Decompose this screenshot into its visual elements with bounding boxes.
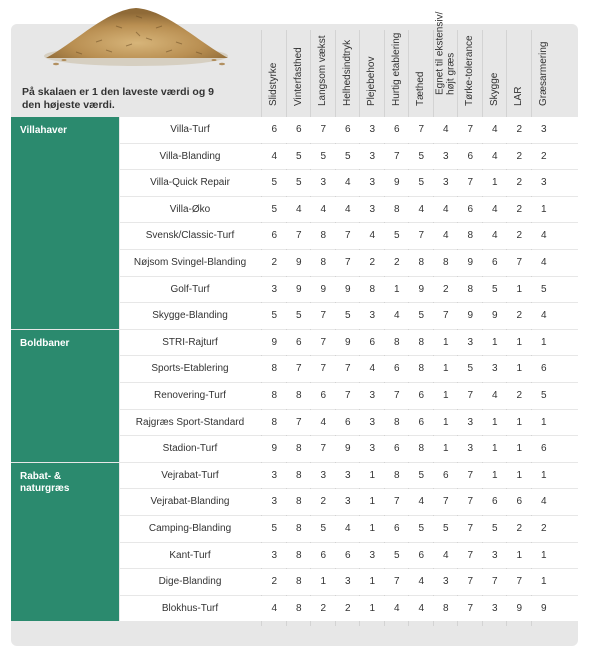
column-header	[360, 30, 384, 116]
value-cell: 2	[516, 230, 523, 242]
value-cell: 1	[516, 336, 523, 348]
value-cell: 7	[344, 390, 351, 401]
value-cell: 8	[295, 443, 302, 455]
value-cell: 5	[295, 177, 302, 189]
table-row	[120, 463, 578, 489]
column-header-label: Egnet til ekstensiv/ højt græs	[434, 11, 456, 95]
value-cell: 4	[369, 230, 376, 242]
value-cell: 4	[320, 416, 327, 428]
value-cell: 2	[369, 257, 376, 268]
value-cell: 1	[540, 469, 547, 481]
value-cell: 4	[491, 124, 498, 135]
row-name: Svensk/Classic-Turf	[145, 230, 235, 242]
value-cell: 7	[467, 576, 474, 588]
value-cell: 6	[295, 124, 302, 135]
grass-seed-pile-icon	[36, 2, 236, 70]
value-cell: 1	[540, 549, 547, 561]
value-cell: 5	[393, 549, 400, 561]
row-name: Rajgræs Sport-Standard	[135, 416, 245, 428]
value-cell: 7	[442, 310, 449, 322]
value-cell: 9	[295, 257, 302, 268]
value-cell: 5	[540, 283, 547, 295]
value-cell: 5	[271, 523, 278, 534]
value-cell: 3	[344, 576, 351, 588]
row-group	[11, 463, 119, 622]
row-group-label: Villahaver	[20, 125, 68, 136]
value-cell: 4	[295, 203, 302, 215]
value-cell: 4	[540, 496, 547, 508]
value-cell: 2	[516, 177, 523, 189]
value-cell: 1	[540, 203, 547, 215]
row-group-label: Rabat- & naturgræs	[20, 470, 70, 494]
value-cell: 3	[491, 363, 498, 375]
value-cell: 3	[369, 150, 376, 162]
column-header	[409, 30, 433, 116]
value-cell: 6	[418, 390, 425, 401]
value-cell: 3	[369, 390, 376, 401]
column-header	[385, 30, 409, 116]
value-cell: 7	[344, 230, 351, 242]
table-row	[120, 569, 578, 595]
column-header	[311, 30, 335, 116]
value-cell: 8	[271, 416, 278, 428]
value-cell: 8	[295, 496, 302, 508]
value-cell: 7	[393, 576, 400, 588]
value-cell: 6	[418, 549, 425, 561]
value-cell: 3	[442, 150, 449, 162]
value-cell: 8	[418, 363, 425, 375]
row-name: Villa-Øko	[169, 203, 211, 215]
value-cell: 5	[295, 150, 302, 162]
value-cell: 3	[320, 469, 327, 481]
value-cell: 1	[369, 576, 376, 588]
value-cell: 4	[491, 390, 498, 401]
value-cell: 7	[516, 257, 523, 268]
table-row	[120, 197, 578, 223]
value-cell: 4	[369, 363, 376, 375]
value-cell: 3	[442, 576, 449, 588]
row-name: Camping-Blanding	[148, 523, 232, 534]
value-cell: 2	[516, 203, 523, 215]
value-cell: 8	[442, 602, 449, 614]
value-cell: 6	[540, 443, 547, 455]
value-cell: 6	[393, 523, 400, 534]
table-row	[120, 410, 578, 436]
row-name: Dige-Blanding	[158, 576, 222, 588]
table-row	[120, 436, 578, 462]
value-cell: 5	[295, 310, 302, 322]
value-cell: 2	[442, 283, 449, 295]
value-cell: 7	[320, 363, 327, 375]
column-header	[287, 30, 311, 116]
column-header	[336, 30, 360, 116]
value-cell: 5	[320, 523, 327, 534]
column-header-label: Tæthed	[414, 71, 426, 106]
table-row	[120, 117, 578, 143]
value-cell: 7	[442, 496, 449, 508]
value-cell: 7	[467, 602, 474, 614]
value-cell: 1	[393, 283, 400, 295]
value-cell: 4	[344, 523, 351, 534]
value-cell: 4	[540, 310, 547, 322]
value-cell: 4	[320, 203, 327, 215]
column-header-label: Skygge	[488, 72, 500, 106]
value-cell: 8	[393, 203, 400, 215]
value-cell: 9	[271, 336, 278, 348]
value-cell: 1	[369, 496, 376, 508]
table-row	[120, 223, 578, 249]
value-cell: 1	[516, 416, 523, 428]
value-cell: 4	[442, 124, 449, 135]
table-row	[120, 330, 578, 356]
row-name: Nøjsom Svingel-Blanding	[133, 257, 247, 268]
value-cell: 7	[295, 363, 302, 375]
value-cell: 3	[369, 177, 376, 189]
value-cell: 7	[491, 576, 498, 588]
value-cell: 4	[442, 230, 449, 242]
value-cell: 1	[540, 576, 547, 588]
value-cell: 8	[295, 602, 302, 614]
value-cell: 6	[467, 150, 474, 162]
value-cell: 7	[467, 124, 474, 135]
value-cell: 1	[516, 469, 523, 481]
value-cell: 1	[540, 416, 547, 428]
value-cell: 5	[393, 230, 400, 242]
value-cell: 4	[418, 203, 425, 215]
value-cell: 1	[540, 336, 547, 348]
value-cell: 4	[344, 203, 351, 215]
row-name: Skygge-Blanding	[152, 310, 228, 322]
value-cell: 9	[516, 602, 523, 614]
value-cell: 6	[320, 549, 327, 561]
value-cell: 6	[393, 443, 400, 455]
value-cell: 8	[295, 390, 302, 401]
table-row	[120, 596, 578, 622]
value-cell: 2	[516, 390, 523, 401]
value-cell: 9	[467, 257, 474, 268]
value-cell: 1	[491, 443, 498, 455]
value-cell: 5	[271, 203, 278, 215]
column-header	[458, 30, 482, 116]
value-cell: 3	[540, 177, 547, 189]
value-cell: 9	[271, 443, 278, 455]
value-cell: 1	[516, 283, 523, 295]
value-cell: 4	[393, 310, 400, 322]
value-cell: 1	[369, 602, 376, 614]
column-header	[483, 30, 507, 116]
table-row	[120, 303, 578, 329]
value-cell: 7	[295, 416, 302, 428]
value-cell: 4	[491, 150, 498, 162]
value-cell: 3	[271, 549, 278, 561]
value-cell: 6	[271, 230, 278, 242]
value-cell: 2	[540, 523, 547, 534]
value-cell: 7	[295, 230, 302, 242]
value-cell: 7	[467, 177, 474, 189]
column-header	[262, 30, 286, 116]
value-cell: 1	[320, 576, 327, 588]
value-cell: 7	[344, 363, 351, 375]
value-cell: 2	[516, 523, 523, 534]
value-cell: 5	[418, 469, 425, 481]
column-header-label: LAR	[512, 86, 524, 106]
value-cell: 1	[516, 549, 523, 561]
value-cell: 5	[271, 310, 278, 322]
value-cell: 6	[344, 416, 351, 428]
value-cell: 8	[418, 336, 425, 348]
value-cell: 5	[418, 150, 425, 162]
value-cell: 1	[369, 523, 376, 534]
value-cell: 6	[491, 257, 498, 268]
value-cell: 7	[344, 257, 351, 268]
value-cell: 5	[344, 150, 351, 162]
value-cell: 8	[393, 336, 400, 348]
value-cell: 2	[516, 150, 523, 162]
value-cell: 6	[442, 469, 449, 481]
table-row	[120, 250, 578, 276]
table-row	[120, 489, 578, 515]
value-cell: 1	[442, 443, 449, 455]
column-header-label: Helhedsindtryk	[341, 39, 353, 106]
row-name: Sports-Etablering	[151, 363, 229, 375]
row-name: Stadion-Turf	[162, 443, 218, 455]
value-cell: 4	[491, 230, 498, 242]
value-cell: 7	[393, 150, 400, 162]
value-cell: 7	[467, 390, 474, 401]
value-cell: 8	[442, 257, 449, 268]
value-cell: 2	[271, 576, 278, 588]
value-cell: 7	[393, 390, 400, 401]
value-cell: 5	[491, 523, 498, 534]
value-cell: 3	[442, 177, 449, 189]
value-cell: 1	[491, 336, 498, 348]
column-header	[532, 30, 556, 116]
value-cell: 5	[320, 150, 327, 162]
column-header-label: Plejebehov	[365, 56, 377, 106]
value-cell: 8	[393, 416, 400, 428]
value-cell: 9	[344, 283, 351, 295]
value-cell: 6	[369, 336, 376, 348]
value-cell: 3	[344, 496, 351, 508]
table-row	[120, 144, 578, 170]
value-cell: 8	[271, 363, 278, 375]
table-row	[120, 170, 578, 196]
value-cell: 6	[516, 496, 523, 508]
value-cell: 8	[295, 469, 302, 481]
value-cell: 5	[540, 390, 547, 401]
value-cell: 7	[418, 124, 425, 135]
value-cell: 5	[467, 363, 474, 375]
value-cell: 6	[320, 390, 327, 401]
value-cell: 8	[295, 576, 302, 588]
value-cell: 7	[516, 576, 523, 588]
value-cell: 2	[540, 150, 547, 162]
value-cell: 4	[491, 203, 498, 215]
row-group	[11, 330, 119, 462]
value-cell: 7	[467, 523, 474, 534]
value-cell: 7	[320, 310, 327, 322]
value-cell: 7	[467, 549, 474, 561]
value-cell: 4	[271, 602, 278, 614]
row-group	[11, 117, 119, 329]
value-cell: 6	[271, 124, 278, 135]
value-cell: 3	[369, 310, 376, 322]
column-header	[434, 11, 458, 116]
value-cell: 3	[271, 469, 278, 481]
value-cell: 5	[442, 523, 449, 534]
value-cell: 2	[393, 257, 400, 268]
value-cell: 7	[467, 496, 474, 508]
column-header-label: Græsarmering	[537, 41, 549, 106]
value-cell: 3	[467, 336, 474, 348]
value-cell: 2	[516, 124, 523, 135]
value-cell: 9	[467, 310, 474, 322]
value-cell: 8	[393, 469, 400, 481]
value-cell: 3	[271, 496, 278, 508]
value-cell: 3	[467, 416, 474, 428]
value-cell: 5	[344, 310, 351, 322]
value-cell: 3	[369, 549, 376, 561]
value-cell: 2	[320, 496, 327, 508]
value-cell: 4	[442, 203, 449, 215]
value-cell: 3	[271, 283, 278, 295]
value-cell: 5	[418, 177, 425, 189]
value-cell: 9	[344, 336, 351, 348]
row-name: STRI-Rajturf	[162, 336, 218, 348]
value-cell: 5	[418, 310, 425, 322]
table-row	[120, 383, 578, 409]
value-cell: 1	[442, 390, 449, 401]
value-cell: 8	[295, 549, 302, 561]
table-row	[120, 516, 578, 542]
value-cell: 4	[540, 230, 547, 242]
value-cell: 4	[393, 602, 400, 614]
value-cell: 4	[271, 150, 278, 162]
row-name: Vejrabat-Turf	[161, 469, 219, 481]
column-header-label: Slidstyrke	[267, 62, 279, 106]
value-cell: 1	[442, 336, 449, 348]
value-cell: 8	[369, 283, 376, 295]
value-cell: 2	[320, 602, 327, 614]
value-cell: 8	[320, 230, 327, 242]
value-cell: 1	[442, 363, 449, 375]
value-cell: 3	[320, 177, 327, 189]
table-row	[120, 356, 578, 382]
value-cell: 8	[320, 257, 327, 268]
table-row	[120, 277, 578, 303]
value-cell: 8	[418, 257, 425, 268]
value-cell: 3	[369, 443, 376, 455]
value-cell: 3	[369, 124, 376, 135]
value-cell: 6	[344, 124, 351, 135]
value-cell: 3	[540, 124, 547, 135]
row-name: Vejrabat-Blanding	[150, 496, 230, 508]
value-cell: 1	[516, 363, 523, 375]
value-cell: 7	[320, 336, 327, 348]
value-cell: 1	[516, 443, 523, 455]
row-name: Villa-Turf	[170, 124, 210, 135]
column-header-label: Vinterfasthed	[292, 46, 304, 106]
value-cell: 7	[467, 469, 474, 481]
column-header-label: Tørke-tolerance	[463, 34, 475, 106]
value-cell: 4	[344, 177, 351, 189]
value-cell: 1	[491, 177, 498, 189]
value-cell: 7	[320, 443, 327, 455]
value-cell: 1	[491, 416, 498, 428]
column-header-label: Hurtig etablering	[390, 32, 402, 106]
value-cell: 1	[491, 469, 498, 481]
value-cell: 7	[393, 496, 400, 508]
scale-note: På skalaen er 1 den laveste værdi og 9 den højeste værdi.	[22, 86, 215, 111]
value-cell: 9	[491, 310, 498, 322]
value-cell: 6	[344, 549, 351, 561]
value-cell: 4	[418, 602, 425, 614]
column-header-label: Langsom vækst	[316, 34, 328, 106]
value-cell: 4	[418, 576, 425, 588]
value-cell: 6	[295, 336, 302, 348]
value-cell: 2	[344, 602, 351, 614]
row-name: Golf-Turf	[170, 283, 210, 295]
value-cell: 5	[418, 523, 425, 534]
row-name: Renovering-Turf	[154, 390, 226, 401]
value-cell: 8	[271, 390, 278, 401]
value-cell: 9	[295, 283, 302, 295]
value-cell: 3	[344, 469, 351, 481]
value-cell: 3	[491, 602, 498, 614]
value-cell: 6	[418, 416, 425, 428]
row-name: Blokhus-Turf	[161, 602, 219, 614]
value-cell: 8	[467, 283, 474, 295]
value-cell: 6	[540, 363, 547, 375]
value-cell: 3	[491, 549, 498, 561]
value-cell: 1	[442, 416, 449, 428]
value-cell: 4	[540, 257, 547, 268]
value-cell: 9	[344, 443, 351, 455]
row-group-label: Boldbaner	[20, 337, 70, 349]
value-cell: 3	[467, 443, 474, 455]
value-cell: 4	[442, 549, 449, 561]
value-cell: 4	[418, 496, 425, 508]
value-cell: 6	[491, 496, 498, 508]
value-cell: 3	[369, 203, 376, 215]
value-cell: 3	[369, 416, 376, 428]
value-cell: 9	[393, 177, 400, 189]
value-cell: 5	[491, 283, 498, 295]
row-name: Villa-Blanding	[159, 150, 221, 162]
value-cell: 6	[393, 124, 400, 135]
value-cell: 6	[393, 363, 400, 375]
row-name: Kant-Turf	[169, 549, 211, 561]
row-name: Villa-Quick Repair	[150, 177, 230, 189]
value-cell: 7	[320, 124, 327, 135]
value-cell: 8	[295, 523, 302, 534]
value-cell: 8	[467, 230, 474, 242]
value-cell: 7	[418, 230, 425, 242]
value-cell: 1	[369, 469, 376, 481]
value-cell: 2	[516, 310, 523, 322]
value-cell: 2	[271, 257, 278, 268]
table-row	[120, 543, 578, 569]
value-cell: 5	[271, 177, 278, 189]
value-cell: 9	[540, 602, 547, 614]
column-header	[507, 30, 531, 116]
value-cell: 6	[467, 203, 474, 215]
value-cell: 8	[418, 443, 425, 455]
value-cell: 9	[418, 283, 425, 295]
value-cell: 9	[320, 283, 327, 295]
